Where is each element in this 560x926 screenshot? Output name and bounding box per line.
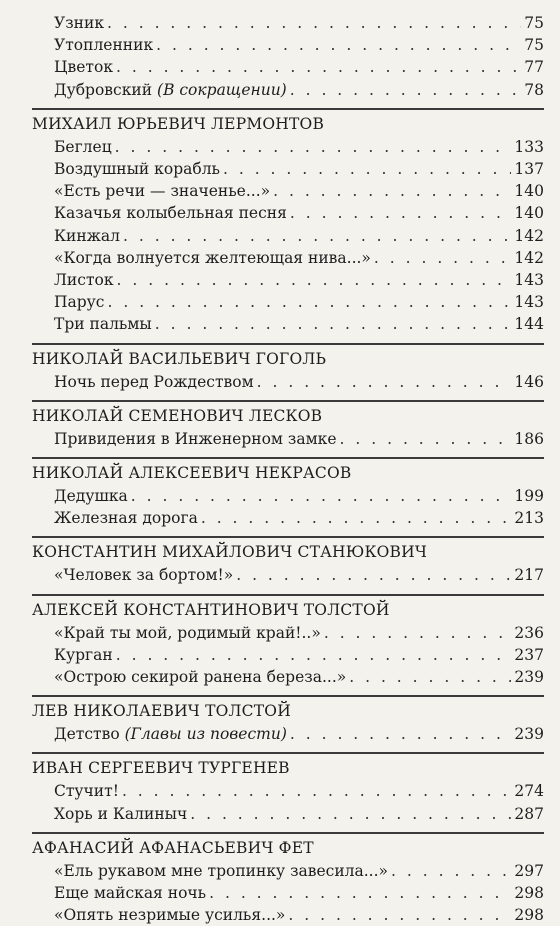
toc-entry[interactable] xyxy=(36,136,544,158)
page-number: 236 xyxy=(514,623,544,642)
toc-entry[interactable] xyxy=(36,882,544,904)
page-number: 297 xyxy=(514,861,544,880)
page-number: 239 xyxy=(514,725,544,744)
entry-title-text: Казачья колыбельная песня xyxy=(54,204,287,223)
dot-leader xyxy=(155,313,512,335)
toc-section xyxy=(32,400,544,450)
dot-leader xyxy=(117,269,512,291)
toc-entry[interactable] xyxy=(36,860,544,882)
author-heading: ИВАН СЕРГЕЕВИЧ ТУРГЕНЕВ xyxy=(32,752,544,780)
page-number: 186 xyxy=(514,429,544,448)
dot-leader xyxy=(116,644,512,666)
entry-title xyxy=(54,564,233,586)
toc-entry[interactable] xyxy=(36,428,544,450)
toc-entry[interactable] xyxy=(36,269,544,291)
entry-title-text: Воздушный корабль xyxy=(54,160,220,179)
entry-title-text: «Человек за бортом!» xyxy=(54,566,234,585)
dot-leader xyxy=(340,428,512,450)
toc-entry[interactable] xyxy=(36,12,544,34)
entry-title-text: Ночь перед Рождеством xyxy=(54,372,254,391)
toc-entry[interactable] xyxy=(36,225,544,247)
entry-title-text: «Острою секирой ранена береза...» xyxy=(54,668,347,687)
author-heading: АЛЕКСЕЙ КОНСТАНТИНОВИЧ ТОЛСТОЙ xyxy=(32,594,544,622)
entry-title-text: Железная дорога xyxy=(54,509,198,528)
author-heading: АФАНАСИЙ АФАНАСЬЕВИЧ ФЕТ xyxy=(32,832,544,860)
entry-title xyxy=(54,780,119,802)
entry-title xyxy=(54,56,113,78)
dot-leader xyxy=(374,247,512,269)
dot-leader xyxy=(290,723,512,745)
toc-entry[interactable] xyxy=(36,79,544,101)
page-number: 140 xyxy=(514,182,544,201)
dot-leader xyxy=(123,225,511,247)
entry-title xyxy=(54,136,112,158)
toc-entry[interactable] xyxy=(36,371,544,393)
toc-section xyxy=(32,457,544,529)
entry-title xyxy=(54,622,321,644)
entry-title-text: Стучит! xyxy=(54,782,119,801)
page-number: 75 xyxy=(524,14,544,32)
author-heading: ЛЕВ НИКОЛАЕВИЧ ТОЛСТОЙ xyxy=(32,695,544,723)
toc-entry[interactable] xyxy=(36,644,544,666)
dot-leader xyxy=(107,291,511,313)
toc-section xyxy=(32,108,544,336)
dot-leader xyxy=(288,904,511,926)
entry-title xyxy=(54,202,287,224)
dot-leader xyxy=(236,564,511,586)
dot-leader xyxy=(209,882,511,904)
entry-title-text: «Опять незримые усилья...» xyxy=(54,906,286,925)
entry-title xyxy=(54,723,287,745)
entry-title-text: Беглец xyxy=(54,137,112,156)
page-number: 298 xyxy=(514,884,544,903)
entry-title xyxy=(54,12,104,34)
page-number: 287 xyxy=(514,804,544,823)
entry-title xyxy=(54,79,287,101)
page-number: 144 xyxy=(514,315,544,334)
page-number: 137 xyxy=(514,160,544,179)
page-number: 140 xyxy=(514,204,544,223)
entry-title-text: «Ель рукавом мне тропинку завесила...» xyxy=(54,861,389,880)
dot-leader xyxy=(273,180,511,202)
entry-note: (Главы из повести) xyxy=(124,725,287,744)
entry-title-text: Три пальмы xyxy=(54,315,152,334)
toc-entry[interactable] xyxy=(36,180,544,202)
dot-leader xyxy=(290,79,522,101)
entry-title xyxy=(54,882,206,904)
entry-title-text: Детство xyxy=(54,725,120,744)
page-number: 213 xyxy=(514,509,544,528)
entry-title xyxy=(54,291,104,313)
toc-section xyxy=(32,752,544,824)
page-number: 143 xyxy=(514,271,544,290)
entry-title xyxy=(54,269,114,291)
entry-title xyxy=(54,371,254,393)
page-number: 143 xyxy=(514,293,544,312)
entry-title xyxy=(54,860,388,882)
page-number: 274 xyxy=(514,782,544,801)
toc-entry[interactable] xyxy=(36,158,544,180)
page-number: 217 xyxy=(514,566,544,585)
entry-title xyxy=(54,644,113,666)
toc-entry[interactable] xyxy=(36,666,544,688)
entry-title xyxy=(54,313,152,335)
entry-title xyxy=(54,247,371,269)
entry-title-text: «Край ты мой, родимый край!..» xyxy=(54,623,321,642)
entry-title xyxy=(54,34,153,56)
entry-title-text: Кинжал xyxy=(54,226,121,245)
author-heading: НИКОЛАЙ СЕМЕНОВИЧ ЛЕСКОВ xyxy=(32,400,544,428)
toc-section xyxy=(32,536,544,586)
toc-entry[interactable] xyxy=(36,723,544,745)
entry-title-text: Дедушка xyxy=(54,487,128,506)
toc-entry[interactable] xyxy=(36,780,544,802)
toc-entry[interactable] xyxy=(36,56,544,78)
entry-title-text: Листок xyxy=(54,271,114,290)
entry-title xyxy=(54,507,198,529)
author-heading: КОНСТАНТИН МИХАЙЛОВИЧ СТАНЮКОВИЧ xyxy=(32,536,544,564)
entry-title-text: «Когда волнуется желтеющая нива...» xyxy=(54,248,371,267)
author-heading: МИХАИЛ ЮРЬЕВИЧ ЛЕРМОНТОВ xyxy=(32,108,544,136)
entry-title xyxy=(54,904,285,926)
toc-entry[interactable] xyxy=(36,34,544,56)
entry-title xyxy=(54,803,187,825)
entry-title-text: Цветок xyxy=(54,58,114,77)
entry-title-text: Дубровский xyxy=(54,80,153,99)
page-number: 298 xyxy=(514,906,544,925)
toc-entry[interactable] xyxy=(36,904,544,926)
page-number: 78 xyxy=(524,80,544,99)
entry-title xyxy=(54,666,346,688)
entry-title-text: Привидения в Инженерном замке xyxy=(54,429,337,448)
toc-entry[interactable] xyxy=(36,803,544,825)
dot-leader xyxy=(324,622,512,644)
toc-entry[interactable] xyxy=(36,202,544,224)
toc-section xyxy=(32,594,544,689)
entry-title-text: «Есть речи — значенье...» xyxy=(54,182,271,201)
dot-leader xyxy=(257,371,512,393)
author-heading: НИКОЛАЙ ВАСИЛЬЕВИЧ ГОГОЛЬ xyxy=(32,343,544,371)
page-number: 199 xyxy=(514,487,544,506)
page-number: 75 xyxy=(524,36,544,55)
dot-leader xyxy=(349,666,511,688)
entry-title-text: Курган xyxy=(54,645,113,664)
toc-section xyxy=(32,695,544,745)
dot-leader xyxy=(391,860,511,882)
toc-entry[interactable] xyxy=(36,507,544,529)
page-number: 239 xyxy=(514,668,544,687)
dot-leader xyxy=(190,803,511,825)
toc-section xyxy=(32,832,544,926)
toc-section xyxy=(36,12,544,101)
dot-leader xyxy=(122,780,511,802)
page-number: 237 xyxy=(514,645,544,664)
dot-leader xyxy=(201,507,512,529)
entry-title xyxy=(54,180,270,202)
toc-entry[interactable] xyxy=(36,247,544,269)
entry-title-text: Утопленник xyxy=(54,36,154,55)
entry-title xyxy=(54,428,337,450)
entry-title-text: Парус xyxy=(54,293,105,312)
entry-title-text: Хорь и Калиныч xyxy=(54,804,188,823)
dot-leader xyxy=(223,158,511,180)
dot-leader xyxy=(156,34,521,56)
toc-entry[interactable] xyxy=(36,313,544,335)
dot-leader xyxy=(107,12,521,34)
dot-leader xyxy=(115,136,512,158)
entry-title-text: Узник xyxy=(54,14,105,32)
entry-title xyxy=(54,485,128,507)
page-number: 133 xyxy=(514,137,544,156)
toc-entry[interactable] xyxy=(36,485,544,507)
page-number: 142 xyxy=(514,226,544,245)
entry-note: (В сокращении) xyxy=(157,80,287,99)
page-number: 77 xyxy=(524,58,544,77)
page-number: 142 xyxy=(514,248,544,267)
dot-leader xyxy=(116,56,521,78)
entry-title-text: Еще майская ночь xyxy=(54,884,207,903)
toc-entry[interactable] xyxy=(36,622,544,644)
entry-title xyxy=(54,225,120,247)
entry-title xyxy=(54,158,220,180)
dot-leader xyxy=(290,202,512,224)
author-heading: НИКОЛАЙ АЛЕКСЕЕВИЧ НЕКРАСОВ xyxy=(32,457,544,485)
toc-entry[interactable] xyxy=(36,291,544,313)
dot-leader xyxy=(131,485,512,507)
page-number: 146 xyxy=(514,372,544,391)
toc-section xyxy=(32,343,544,393)
toc-entry[interactable] xyxy=(36,564,544,586)
